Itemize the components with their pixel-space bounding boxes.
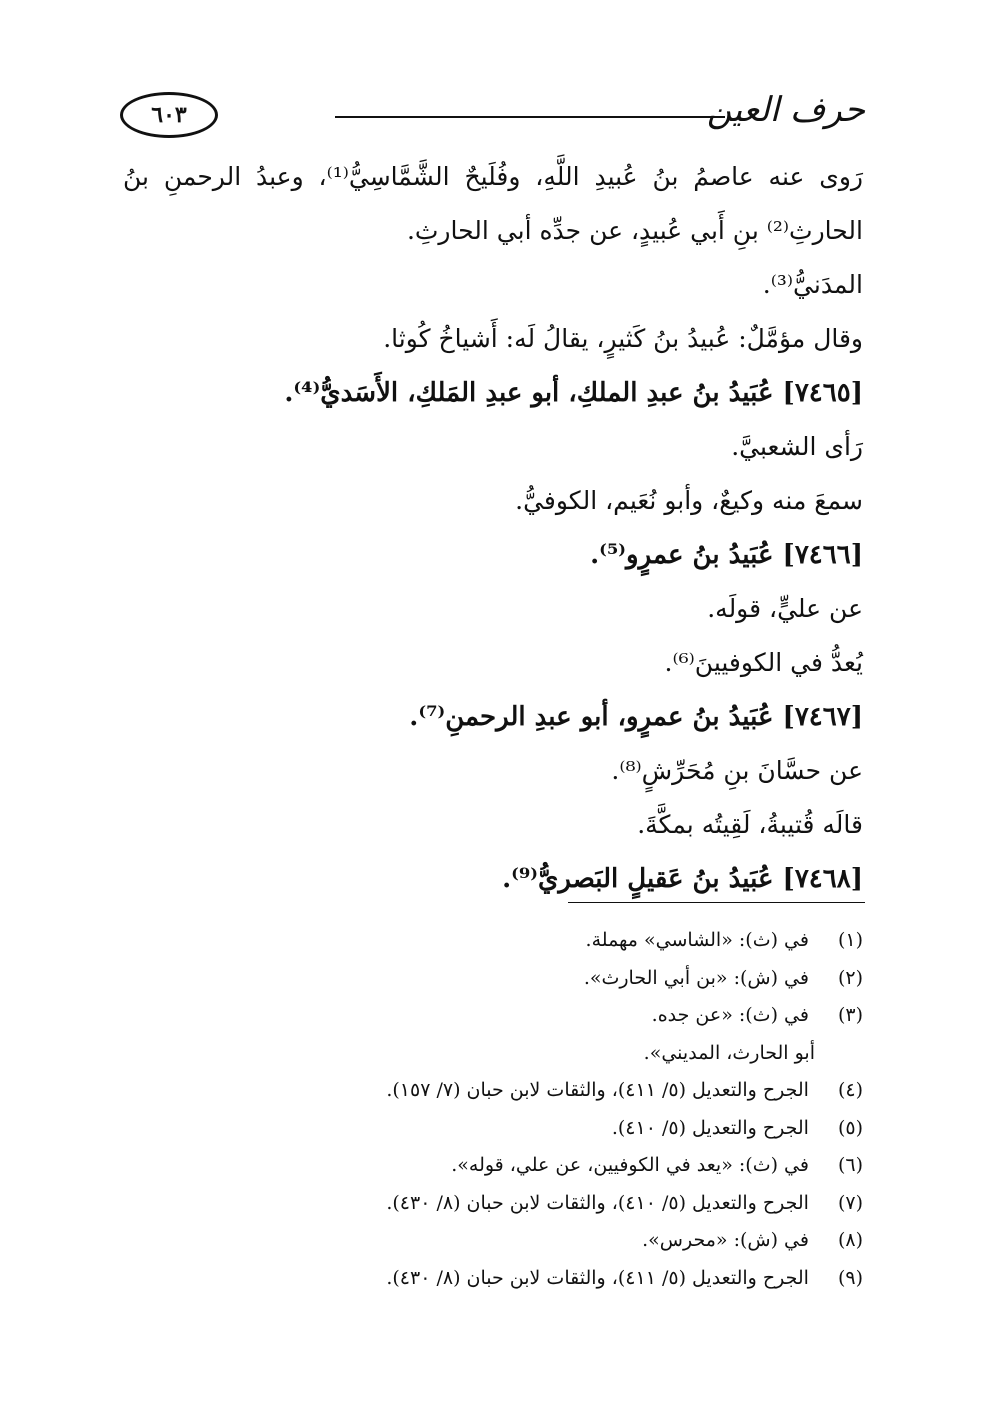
text-line: يُعدُّ في الكوفيينَ⁽⁶⁾. xyxy=(664,648,863,677)
footnote xyxy=(123,1222,863,1260)
footnote-number: (٧) xyxy=(837,1191,863,1214)
footnote-text: الجرح والتعديل (٥/ ٤١١)، والثقات لابن حبان (٧/ ١٥٧). xyxy=(386,1079,809,1101)
footnote xyxy=(123,997,863,1035)
text-line: المدَنيُّ⁽³⁾. xyxy=(762,270,863,299)
footnote xyxy=(123,1110,863,1148)
text-line: الحارثِ⁽²⁾ بنِ أَبي عُبيدٍ، عن جدِّه أبي الحارثِ. xyxy=(406,216,863,245)
text-line: عن حسَّانَ بنِ مُحَرِّشٍ⁽⁸⁾. xyxy=(611,756,863,785)
text-line: عن عليٍّ، قولَه. xyxy=(707,594,863,623)
footnote-number: (٦) xyxy=(837,1154,863,1176)
entry-heading: [٧٤٦٥] عُبَيدُ بنُ عبدِ الملكِ، أبو عبدِ المَلكِ، الأَسَديُّ⁽⁴⁾. xyxy=(284,378,863,408)
footnote xyxy=(123,1260,863,1298)
page-header xyxy=(120,86,865,142)
entry-heading: [٧٤٦٦] عُبَيدُ بنُ عمرٍو⁽⁵⁾. xyxy=(590,540,863,570)
footnote xyxy=(123,1147,863,1185)
footnote-text: في (ث): «الشاسي» مهملة. xyxy=(585,929,809,951)
footnote-number: (١) xyxy=(837,929,863,951)
header-rule xyxy=(335,116,725,118)
footnote-text: الجرح والتعديل (٥/ ٤١٠)، والثقات لابن حبان (٨/ ٤٣٠). xyxy=(386,1191,809,1214)
text-line: رَأى الشعبيَّ. xyxy=(731,432,863,461)
text-line: سمعَ منه وكيعٌ، وأبو نُعَيم، الكوفيُّ. xyxy=(515,486,863,515)
footnote-separator xyxy=(568,902,865,903)
footnote-number: (٣) xyxy=(837,1004,863,1026)
page-number: ٦٠٣ xyxy=(120,92,218,138)
footnote-text: أبو الحارث، المديني». xyxy=(643,1041,815,1064)
entry-heading: [٧٤٦٧] عُبَيدُ بنُ عمرٍو، أبو عبدِ الرحمنِ⁽⁷⁾. xyxy=(409,702,863,732)
footnote-number: (٥) xyxy=(837,1116,863,1139)
footnote xyxy=(123,1185,863,1223)
footnote xyxy=(123,1072,863,1110)
entry-heading: [٧٤٦٨] عُبَيدُ بنُ عَقيلٍ البَصريُّ⁽⁹⁾. xyxy=(502,864,863,894)
footnote-number: (٢) xyxy=(837,966,863,989)
footnote-text: في (ش): «بن أبي الحارث». xyxy=(583,966,809,989)
footnote-text: الجرح والتعديل (٥/ ٤١١)، والثقات لابن حبان (٨/ ٤٣٠). xyxy=(386,1266,809,1289)
footnote-continuation xyxy=(123,1035,863,1073)
footnote-text: في (ش): «محرس». xyxy=(642,1229,809,1251)
footnote-number: (٤) xyxy=(837,1079,863,1101)
footnote-text: في (ث): «عن جده. xyxy=(651,1004,809,1026)
footnote xyxy=(123,922,863,960)
running-title: حرف العين xyxy=(706,90,865,130)
text-line: قالَه قُتيبةُ، لَقِيتُه بمكَّةَ. xyxy=(637,810,863,839)
footnote-text: في (ث): «يعد في الكوفيين، عن علي، قوله». xyxy=(451,1154,809,1176)
footnote-text: الجرح والتعديل (٥/ ٤١٠). xyxy=(611,1116,809,1139)
text-line: رَوى عنه عاصمُ بنُ عُبيدِ اللَّهِ، وفُلَيحٌ الشَّمَّاسِيُّ⁽¹⁾، وعبدُ الرحمنِ بنُ xyxy=(123,162,863,191)
text-line: وقال مؤمَّلٌ: عُبيدُ بنُ كَثيرٍ، يقالُ لَه: أَشياخُ كُوثا. xyxy=(383,324,863,353)
footnotes xyxy=(123,922,863,1297)
footnote-number: (٩) xyxy=(837,1266,863,1289)
footnote-number: (٨) xyxy=(837,1229,863,1251)
main-text xyxy=(123,150,863,906)
footnote xyxy=(123,960,863,998)
